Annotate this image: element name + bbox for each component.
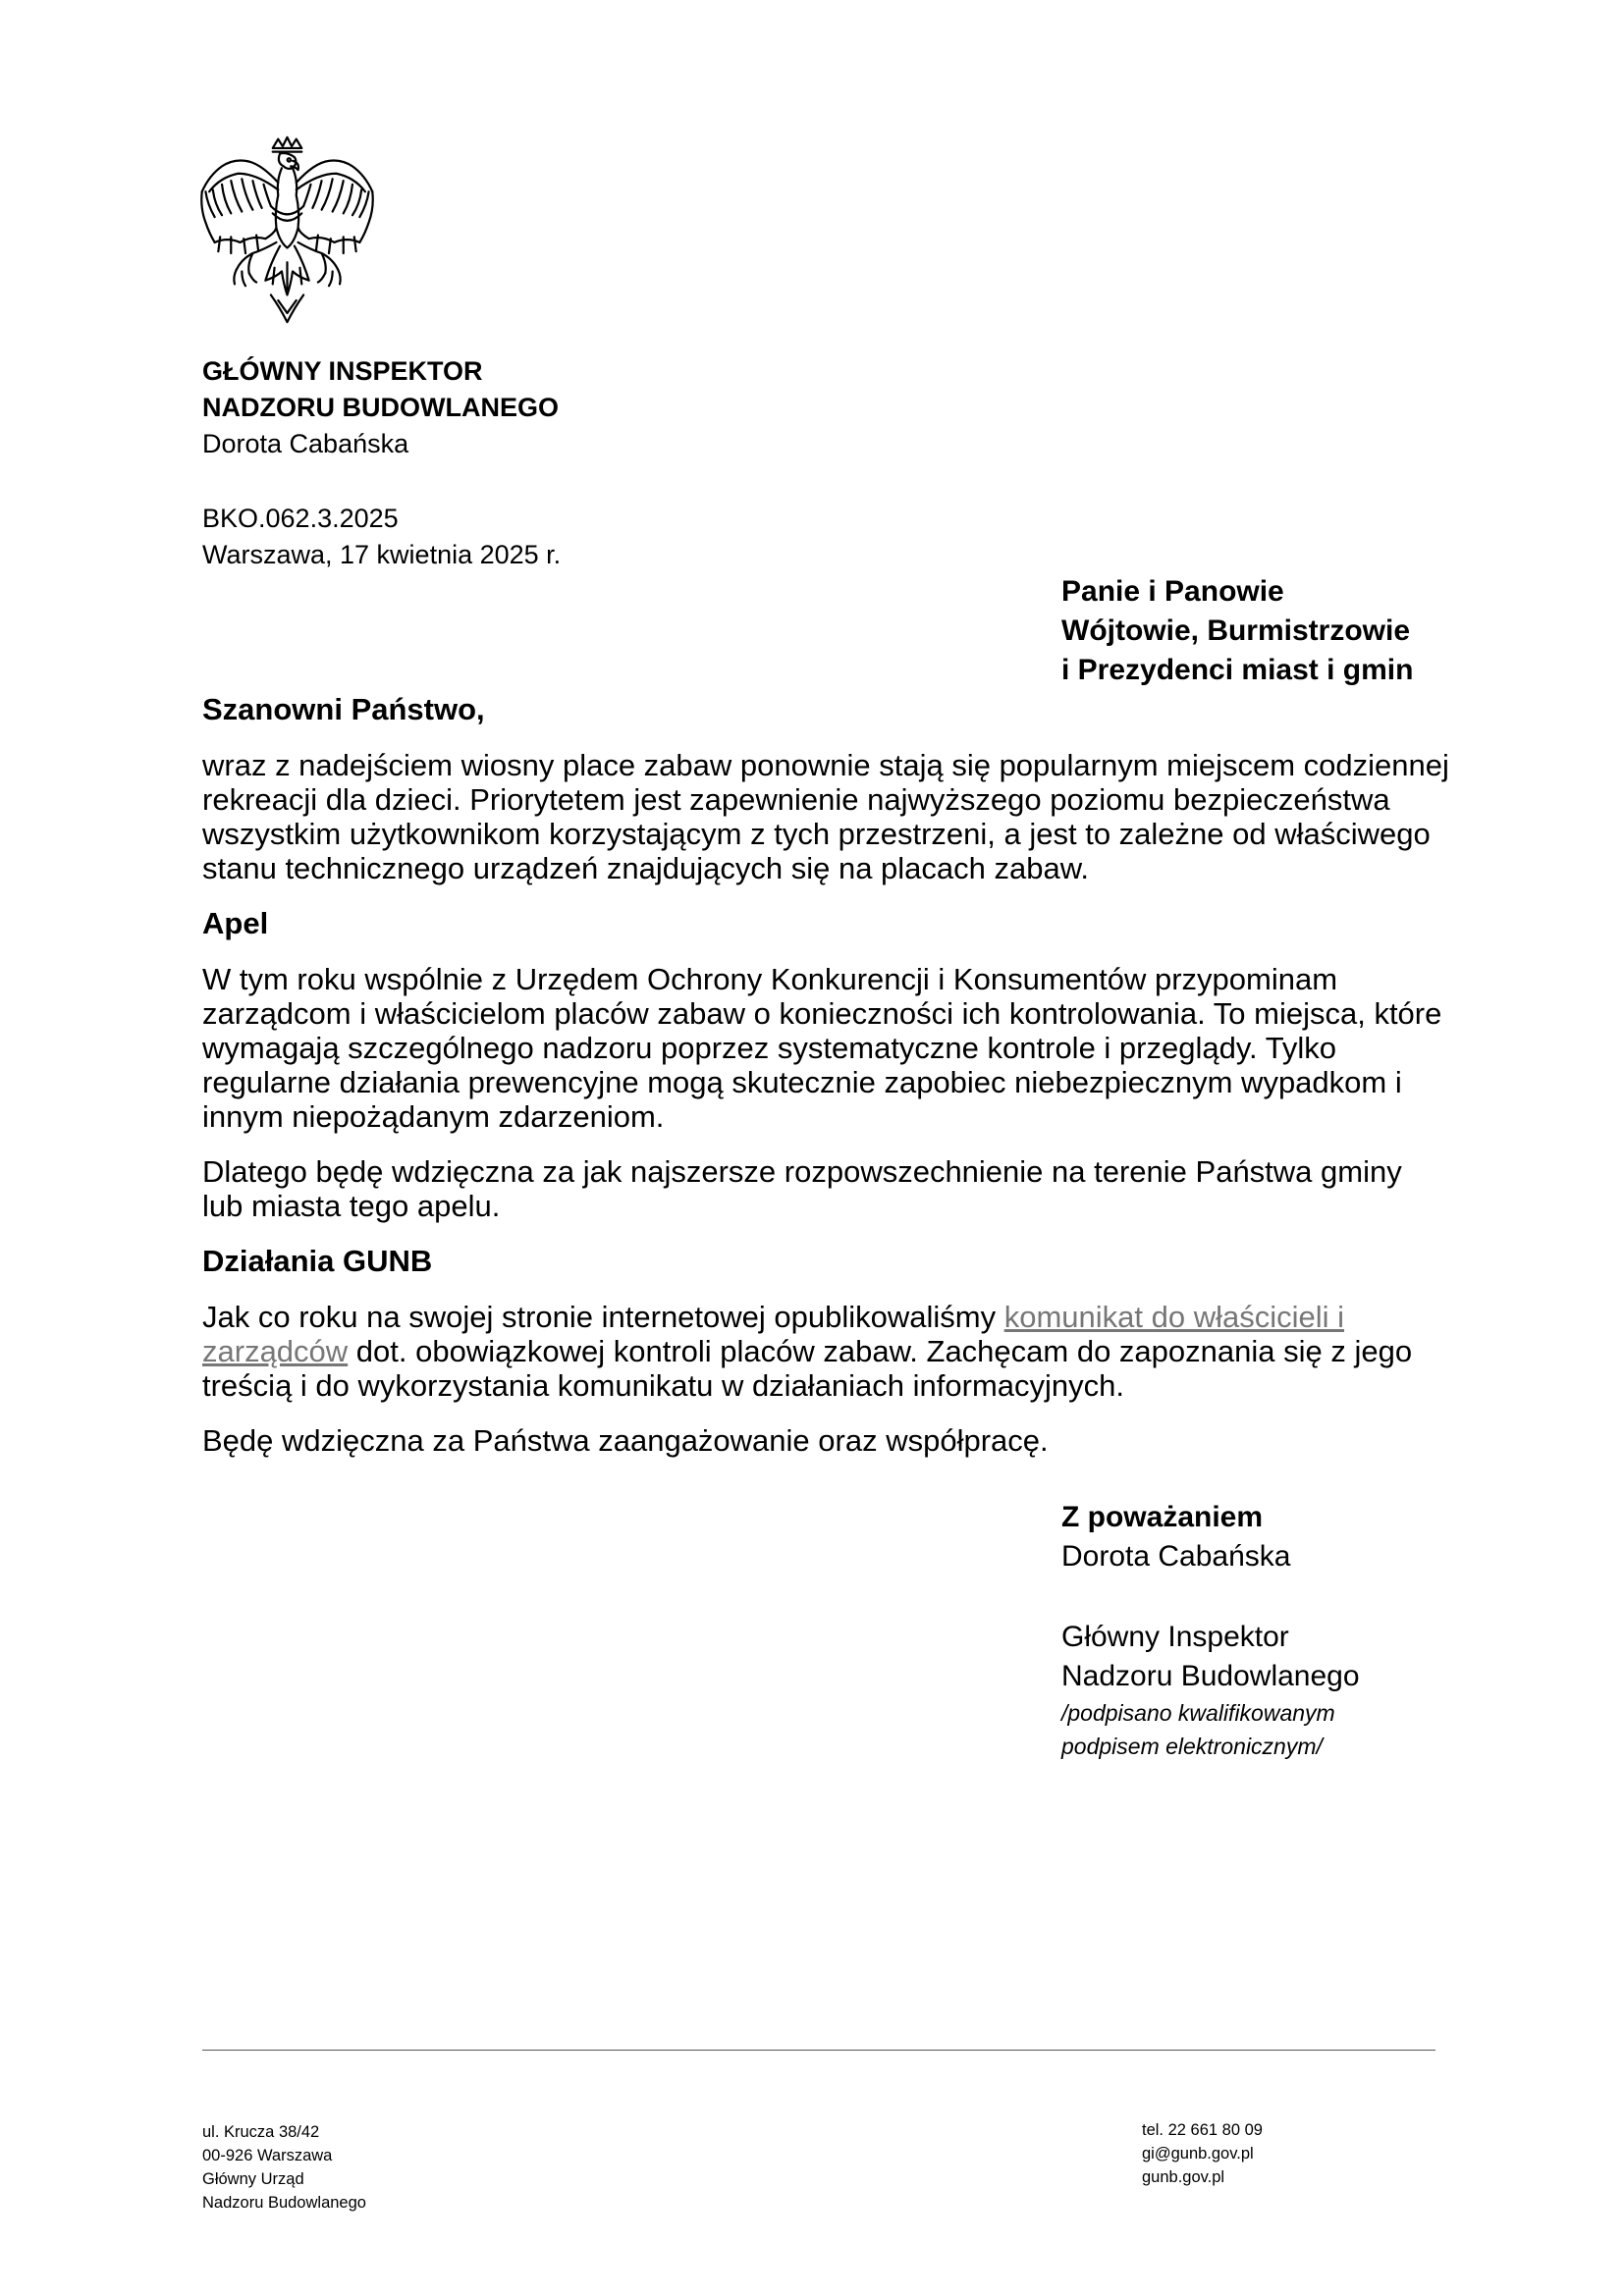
- apel-paragraph-1: W tym roku wspólnie z Urzędem Ochrony Konkurencji i Konsumentów przypominam zarządcom i właścicielom placów zabaw o konieczności ich kontrolowania. To miejsca, które wymagają szczególnego nadzoru poprzez systematyczne kontrole i przeglądy. Tylko regularne działania prewencyjne mogą skutecznie zapobiec niebezpiecznym wypadkom i innym niepożądanym zdarzeniom.: [202, 962, 1442, 1134]
- footer-address-line: Główny Urząd: [202, 2170, 304, 2188]
- salutation: Szanowni Państwo,: [202, 692, 485, 726]
- sender-title-line1: GŁÓWNY INSPEKTOR: [202, 356, 483, 386]
- closing-title-line2: Nadzoru Budowlanego: [1061, 1660, 1360, 1692]
- gunb-text-after-link: dot. obowiązkowej kontroli placów zabaw. Zachęcam do zapoznania się z jego treścią i do wykorzystania komunikatu w działaniach informacyjnych.: [202, 1334, 1413, 1403]
- footer-website: gunb.gov.pl: [1142, 2168, 1225, 2186]
- letter-body: [202, 692, 1449, 1478]
- sender-block: [202, 353, 559, 462]
- closing-title-line1: Główny Inspektor: [1061, 1621, 1289, 1653]
- place-date: Warszawa, 17 kwietnia 2025 r.: [202, 540, 562, 569]
- recipient-line: Wójtowie, Burmistrzowie: [1061, 614, 1411, 647]
- section-heading-apel: Apel: [202, 906, 269, 940]
- footer-address-line: Nadzoru Budowlanego: [202, 2194, 366, 2212]
- closing-regards: Z poważaniem: [1061, 1501, 1264, 1533]
- gunb-text-before-link: Jak co roku na swojej stronie internetowej opublikowaliśmy: [202, 1300, 1004, 1334]
- recipient-line: i Prezydenci miast i gmin: [1061, 654, 1414, 686]
- gunb-paragraph: [202, 1300, 1449, 1403]
- apel-paragraph-2: Dlatego będę wdzięczna za jak najszersze rozpowszechnienie na terenie Państwa gminy lub miasta tego apelu.: [202, 1154, 1402, 1223]
- eagle-emblem-icon: [196, 135, 378, 324]
- recipient-block: [1061, 572, 1413, 690]
- reference-block: [202, 501, 561, 573]
- sender-name: Dorota Cabańska: [202, 429, 409, 458]
- signature-note-line2: podpisem elektronicznym/: [1061, 1734, 1323, 1759]
- reference-number: BKO.062.3.2025: [202, 504, 399, 533]
- closing-block: [1061, 1498, 1360, 1763]
- footer-phone: tel. 22 661 80 09: [1142, 2121, 1263, 2139]
- sender-title-line2: NADZORU BUDOWLANEGO: [202, 393, 559, 422]
- footer-address-line: ul. Krucza 38/42: [202, 2123, 320, 2141]
- thanks-paragraph: Będę wdzięczna za Państwa zaangażowanie oraz współpracę.: [202, 1423, 1049, 1458]
- footer-email: gi@gunb.gov.pl: [1142, 2145, 1254, 2163]
- footer-divider: [202, 2050, 1435, 2051]
- communique-link[interactable]: komunikat do właścicieli i zarządców: [202, 1300, 1345, 1368]
- recipient-line: Panie i Panowie: [1061, 575, 1284, 608]
- footer-contact: [1142, 2118, 1263, 2189]
- closing-name: Dorota Cabańska: [1061, 1540, 1291, 1573]
- footer-address-line: 00-926 Warszawa: [202, 2147, 333, 2164]
- footer-address: [202, 2120, 366, 2215]
- intro-paragraph: wraz z nadejściem wiosny place zabaw ponownie stają się popularnym miejscem codziennej rekreacji dla dzieci. Priorytetem jest zapewnienie najwyższego poziomu bezpieczeństwa wszystkim użytkownikom korzystającym z tych przestrzeni, a jest to zależne od właściwego stanu technicznego urządzeń znajdujących się na placach zabaw.: [202, 748, 1449, 885]
- section-heading-gunb: Działania GUNB: [202, 1244, 433, 1278]
- signature-note-line1: /podpisano kwalifikowanym: [1061, 1700, 1335, 1726]
